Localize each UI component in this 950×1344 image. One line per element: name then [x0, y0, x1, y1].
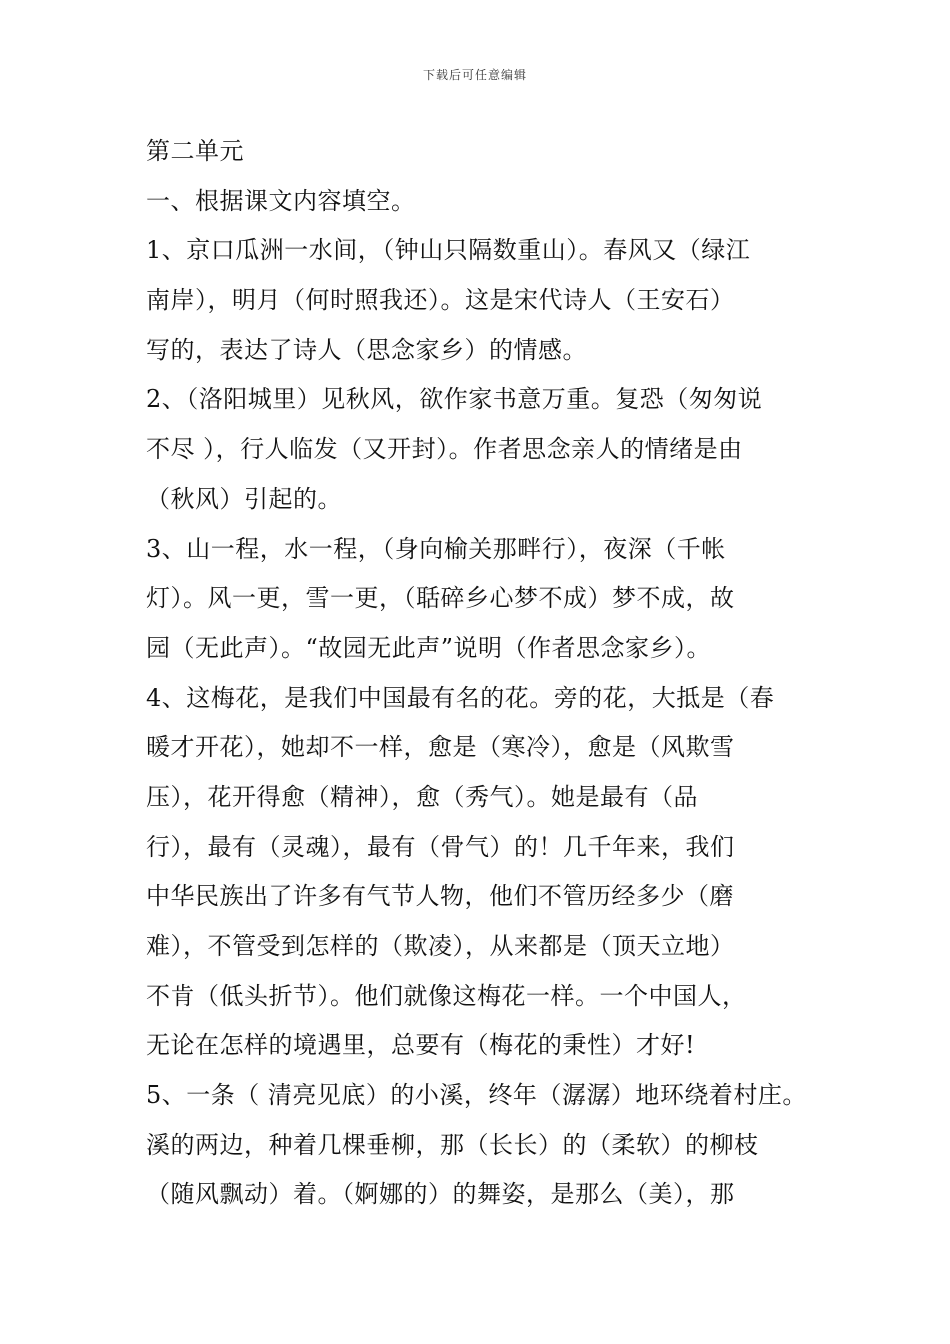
text-line: 1、京口瓜洲一水间，（钟山只隔数重山）。春风又（绿江: [146, 236, 751, 265]
question-heading: 一、根据课文内容填空。: [146, 186, 416, 215]
text-line: 园（无此声）。“故园无此声”说明（作者思念家乡）。: [146, 633, 712, 662]
page-header: 下载后可任意编辑: [422, 68, 527, 82]
text-line: 溪的两边，种着几棵垂柳，那（长长）的（柔软）的柳枝: [146, 1130, 759, 1159]
text-line: 行），最有（灵魂），最有（骨气）的！几千年来，我们: [146, 832, 735, 861]
text-line: 无论在怎样的境遇里，总要有（梅花的秉性）才好!: [146, 1031, 696, 1060]
text-line: 压），花开得愈（精神），愈（秀气）。她是最有（品: [146, 782, 698, 811]
text-line: （秋风）引起的。: [146, 484, 342, 513]
text-line: 中华民族出了许多有气节人物，他们不管历经多少（磨: [146, 882, 734, 911]
document-body: [146, 127, 836, 1220]
section-title: 第二单元: [146, 137, 244, 165]
text-line: （随风飘动）着。（婀娜的）的舞姿，是那么（美），那: [146, 1180, 735, 1209]
text-line: 不尽 ），行人临发（又开封）。作者思念亲人的情绪是由: [146, 435, 743, 464]
text-line: 写的，表达了诗人（思念家乡）的情感。: [146, 335, 587, 364]
text-line: 不肯（低头折节）。他们就像这梅花一样。一个中国人，: [146, 981, 747, 1010]
text-line: 2、（洛阳城里）见秋风，欲作家书意万重。复恐（匆匆说: [146, 385, 763, 414]
text-line: 灯）。风一更，雪一更，（聒碎乡心梦不成）梦不成，故: [146, 584, 735, 613]
text-line: 4、这梅花，是我们中国最有名的花。旁的花，大抵是（春: [146, 683, 775, 712]
text-line: 南岸），明月（何时照我还）。这是宋代诗人（王安石）: [146, 286, 735, 315]
text-line: 5、一条（ 清亮见底）的小溪，终年（潺潺）地环绕着村庄。: [146, 1081, 807, 1110]
text-line: 难），不管受到怎样的（欺凌），从来都是（顶天立地）: [146, 932, 735, 960]
text-line: 暖才开花），她却不一样，愈是（寒冷），愈是（风欺雪: [146, 733, 735, 762]
text-line: 3、山一程，水一程，（身向榆关那畔行），夜深（千帐: [146, 534, 726, 563]
